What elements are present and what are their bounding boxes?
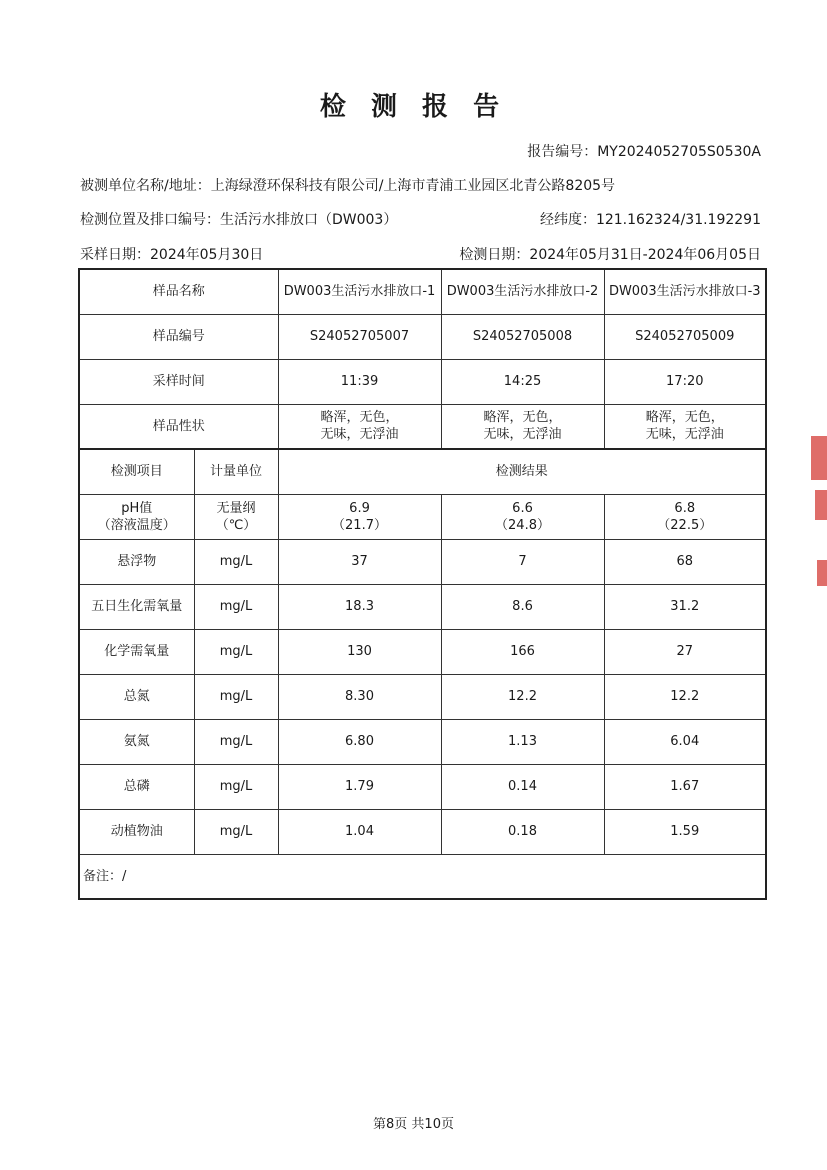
item-name: 化学需氧量 <box>79 629 194 674</box>
sample-time-3: 17:20 <box>604 359 766 404</box>
item-value: 27 <box>604 629 766 674</box>
item-value: 1.79 <box>278 764 441 809</box>
ph-temp: （24.8） <box>495 517 550 533</box>
ph-unit <box>194 494 278 539</box>
table-row <box>79 359 766 404</box>
header-result: 检测结果 <box>278 449 766 494</box>
item-value: 1.04 <box>278 809 441 854</box>
sample-id-1: S24052705007 <box>278 314 441 359</box>
property-line: 无味，无浮油 <box>483 427 562 443</box>
ph-unit-temp: （℃） <box>215 517 257 533</box>
ph-value: 6.8 <box>674 500 696 516</box>
tested-unit-address: 被测单位名称/地址：上海绿澄环保科技有限公司/上海市青浦工业园区北青公路8205号 <box>80 178 616 194</box>
table-row <box>79 404 766 449</box>
ph-temp: （22.5） <box>657 517 713 533</box>
page-title: 检 测 报 告 <box>319 92 508 122</box>
item-value: 130 <box>278 629 441 674</box>
ph-item <box>79 494 194 539</box>
ph-value-3 <box>604 494 766 539</box>
item-value: 0.18 <box>441 809 604 854</box>
ph-unit-name: 无量纲 <box>216 500 256 516</box>
table-row <box>79 584 766 629</box>
item-name: 五日生化需氧量 <box>79 584 194 629</box>
item-value: 6.80 <box>278 719 441 764</box>
item-value: 1.13 <box>441 719 604 764</box>
sample-name-3: DW003生活污水排放口-3 <box>604 269 766 314</box>
table-row <box>79 314 766 359</box>
coordinates: 经纬度：121.162324/31.192291 <box>539 212 761 228</box>
item-value: 12.2 <box>604 674 766 719</box>
table-row <box>79 764 766 809</box>
ph-item-name: pH值 <box>121 500 153 516</box>
item-unit: mg/L <box>194 629 278 674</box>
table-row <box>79 539 766 584</box>
item-value: 1.59 <box>604 809 766 854</box>
sample-time-2: 14:25 <box>441 359 604 404</box>
ph-value: 6.9 <box>349 500 370 516</box>
header-unit: 计量单位 <box>194 449 278 494</box>
item-unit: mg/L <box>194 674 278 719</box>
sample-time-label: 采样时间 <box>79 359 278 404</box>
table-row <box>79 269 766 314</box>
sample-name-1: DW003生活污水排放口-1 <box>278 269 441 314</box>
item-unit: mg/L <box>194 764 278 809</box>
sample-property-1 <box>278 404 441 449</box>
property-line: 无味，无浮油 <box>320 427 399 443</box>
seal-fragment <box>817 560 827 586</box>
sample-name-label: 样品名称 <box>79 269 278 314</box>
table-row <box>79 629 766 674</box>
item-value: 6.04 <box>604 719 766 764</box>
test-location: 检测位置及排口编号：生活污水排放口（DW003） <box>80 212 398 228</box>
item-name: 总磷 <box>79 764 194 809</box>
seal-fragment <box>811 436 827 480</box>
ph-item-temp: （溶液温度） <box>97 517 176 533</box>
item-name: 总氮 <box>79 674 194 719</box>
testing-date: 检测日期：2024年05月31日-2024年06月05日 <box>459 247 761 263</box>
sampling-date: 采样日期：2024年05月30日 <box>80 247 264 263</box>
item-value: 18.3 <box>278 584 441 629</box>
item-name: 悬浮物 <box>79 539 194 584</box>
ph-value: 6.6 <box>512 500 533 516</box>
property-line: 无味，无浮油 <box>645 427 724 443</box>
sample-property-3 <box>604 404 766 449</box>
ph-temp: （21.7） <box>332 517 387 533</box>
item-value: 1.67 <box>604 764 766 809</box>
sample-id-2: S24052705008 <box>441 314 604 359</box>
sample-time-1: 11:39 <box>278 359 441 404</box>
item-value: 31.2 <box>604 584 766 629</box>
remark: 备注：/ <box>79 854 766 899</box>
sample-id-label: 样品编号 <box>79 314 278 359</box>
item-value: 37 <box>278 539 441 584</box>
table-row <box>79 674 766 719</box>
item-value: 68 <box>604 539 766 584</box>
property-line: 略浑，无色， <box>320 410 399 426</box>
sample-property-label: 样品性状 <box>79 404 278 449</box>
item-unit: mg/L <box>194 584 278 629</box>
report-number: 报告编号：MY2024052705S0530A <box>527 144 761 160</box>
seal-fragment <box>815 490 827 520</box>
item-value: 8.6 <box>441 584 604 629</box>
table-row <box>79 854 766 899</box>
sample-name-2: DW003生活污水排放口-2 <box>441 269 604 314</box>
item-unit: mg/L <box>194 809 278 854</box>
header-item: 检测项目 <box>79 449 194 494</box>
item-value: 0.14 <box>441 764 604 809</box>
property-line: 略浑，无色， <box>483 410 562 426</box>
sample-id-3: S24052705009 <box>604 314 766 359</box>
ph-value-2 <box>441 494 604 539</box>
item-name: 动植物油 <box>79 809 194 854</box>
results-table <box>78 268 767 900</box>
table-row <box>79 494 766 539</box>
table-row <box>79 809 766 854</box>
page-number: 第8页 共10页 <box>373 1117 454 1132</box>
item-value: 166 <box>441 629 604 674</box>
item-value: 12.2 <box>441 674 604 719</box>
ph-value-1 <box>278 494 441 539</box>
item-value: 8.30 <box>278 674 441 719</box>
item-unit: mg/L <box>194 539 278 584</box>
table-row <box>79 719 766 764</box>
sample-property-2 <box>441 404 604 449</box>
property-line: 略浑，无色， <box>645 410 724 426</box>
item-unit: mg/L <box>194 719 278 764</box>
table-row <box>79 449 766 494</box>
item-value: 7 <box>441 539 604 584</box>
item-name: 氨氮 <box>79 719 194 764</box>
